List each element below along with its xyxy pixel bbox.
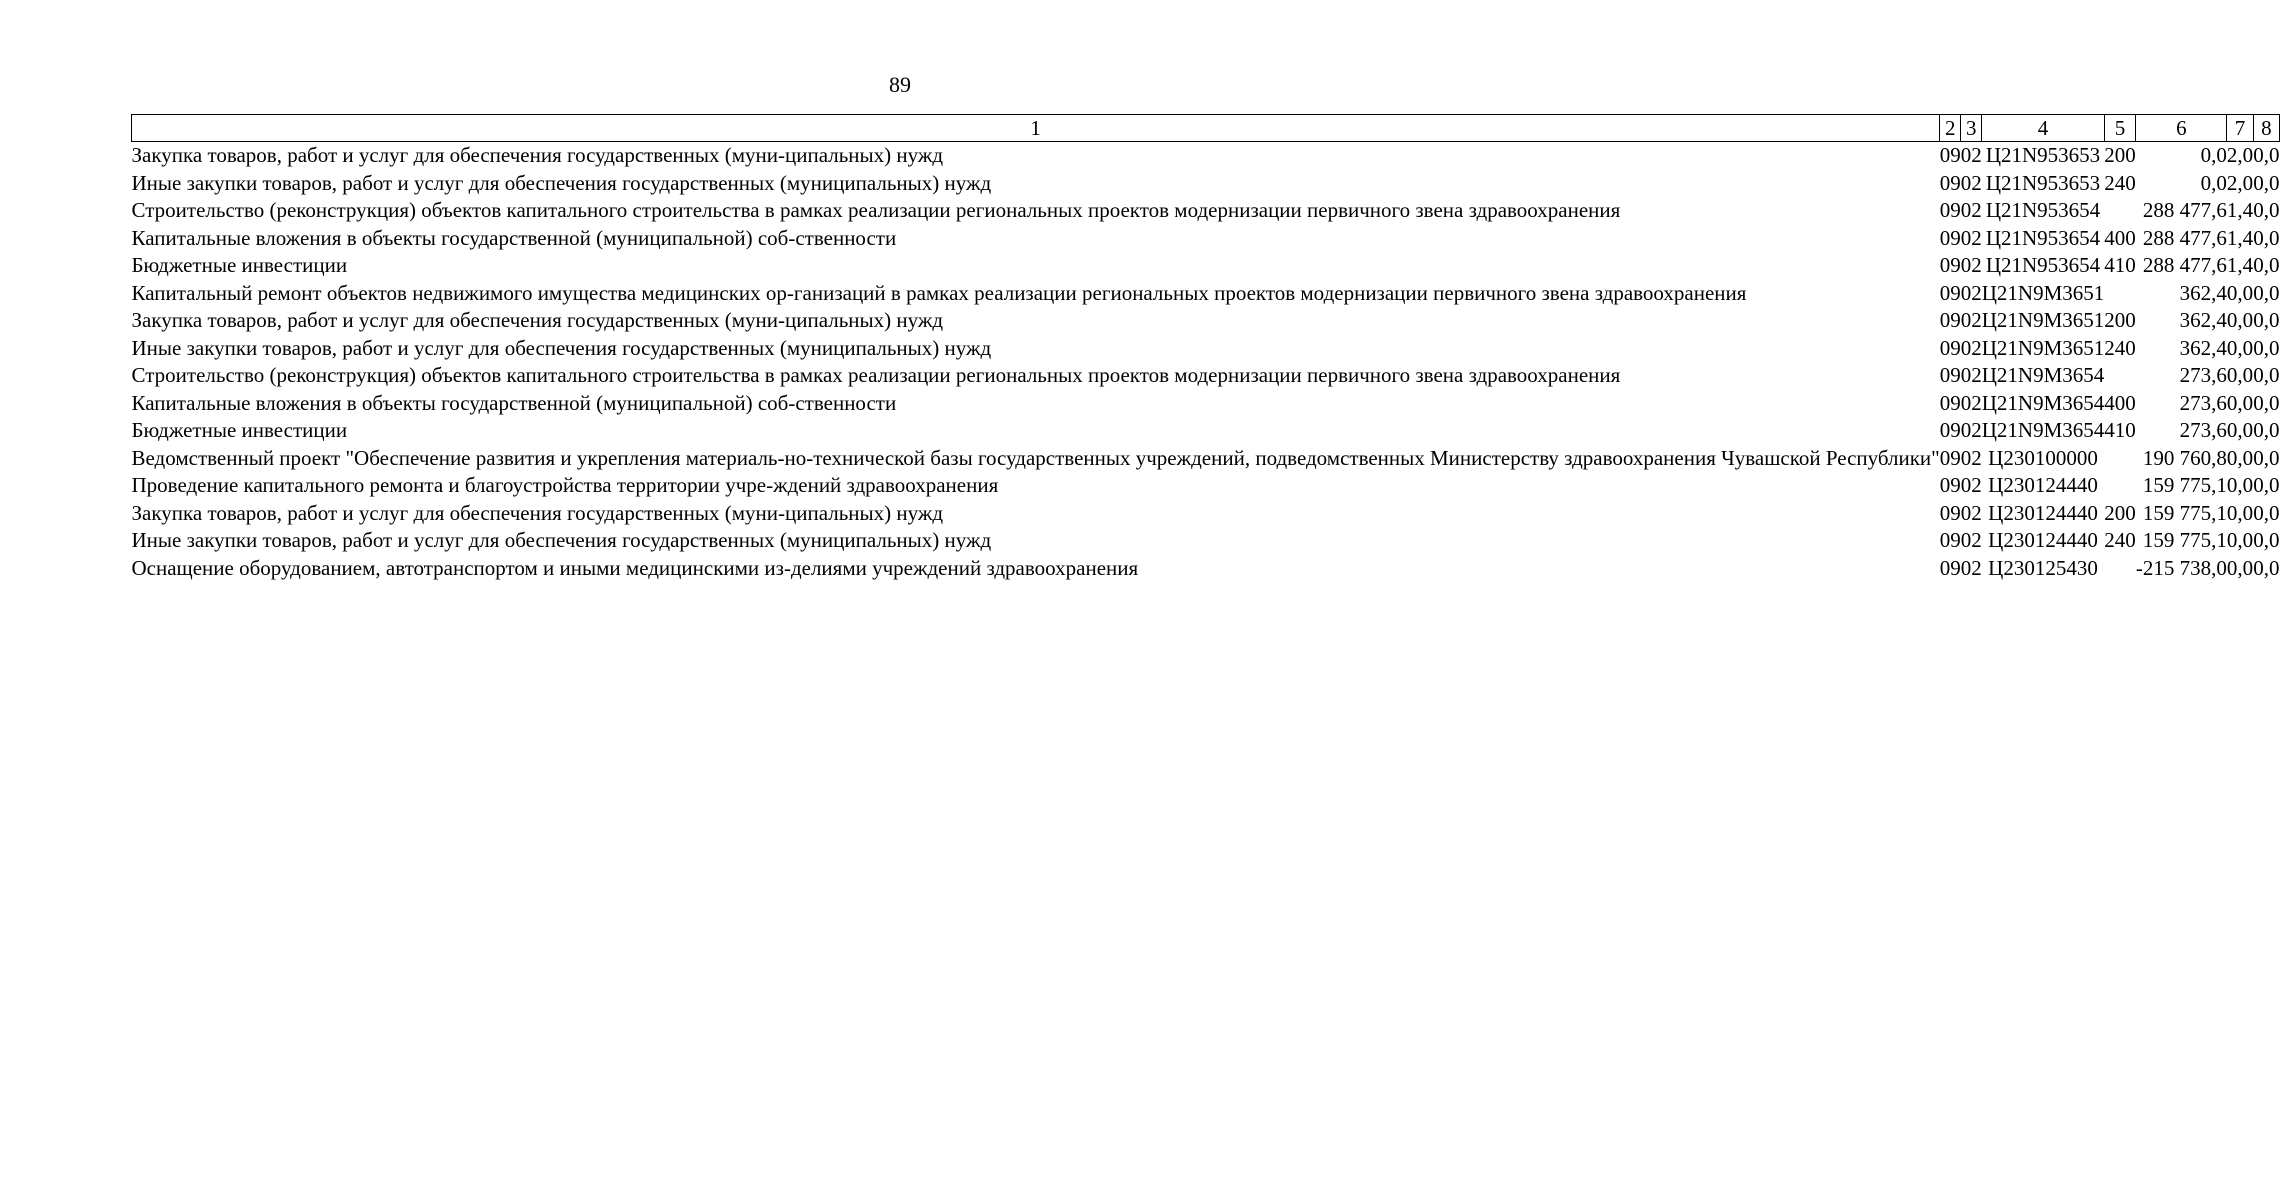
amount-col-8: 0,0 <box>2253 445 2280 470</box>
section-code: 09 <box>1939 170 1961 195</box>
amount-col-8: 0,0 <box>2253 253 2280 277</box>
amount-col-7: 1,4 <box>2226 225 2254 250</box>
table-row <box>132 170 2280 198</box>
row-name: Капитальные вложения в объекты государственной (муниципальной) соб-ственности <box>131 225 897 250</box>
amount-col-7: 1,4 <box>2226 198 2254 222</box>
section-code: 09 <box>1939 500 1961 525</box>
target-article-code: Ц230125430 <box>1988 555 2098 580</box>
expense-type-code: 410 <box>2104 418 2136 442</box>
column-header-5: 5 <box>2104 115 2136 142</box>
subsection-code: 02 <box>1960 390 1982 415</box>
table-row <box>132 362 2280 390</box>
section-code: 09 <box>1939 280 1961 305</box>
target-article-code: Ц21N9M3651 <box>1981 335 2105 360</box>
subsection-code: 02 <box>1960 445 1982 470</box>
section-code: 09 <box>1939 143 1961 167</box>
amount-col-6: 362,4 <box>2179 308 2227 332</box>
target-article-code: Ц21N9M3651 <box>1981 280 2105 305</box>
column-header-4: 4 <box>1982 115 2105 142</box>
section-code: 09 <box>1939 198 1961 222</box>
amount-col-8: 0,0 <box>2253 225 2280 250</box>
row-name: Ведомственный проект "Обеспечение развития и укрепления материаль-но-технической базы государственных учреждений, подведомственных Министерству здравоохранения Чувашской Республики" <box>131 445 1940 470</box>
table-row <box>132 445 2280 473</box>
table-row <box>132 500 2280 528</box>
column-header-3: 3 <box>1961 115 1982 142</box>
target-article-code: Ц230100000 <box>1988 445 2098 470</box>
subsection-code: 02 <box>1960 170 1982 195</box>
section-code: 09 <box>1939 555 1961 580</box>
page-number: 89 <box>889 72 911 97</box>
subsection-code: 02 <box>1960 198 1982 222</box>
expense-type-code <box>2104 197 2136 225</box>
table-row <box>132 225 2280 253</box>
target-article-code: Ц230124440 <box>1988 500 2098 525</box>
section-code: 09 <box>1939 528 1961 552</box>
amount-col-7: 1,4 <box>2226 253 2254 277</box>
target-article-code: Ц230124440 <box>1988 473 2098 497</box>
amount-col-8: 0,0 <box>2253 528 2280 552</box>
amount-col-7: 0,0 <box>2226 445 2254 470</box>
amount-col-6: 362,4 <box>2179 335 2227 360</box>
target-article-code: Ц21N9M3654 <box>1981 418 2105 442</box>
row-name: Строительство (реконструкция) объектов капитального строительства в рамках реализации региональных проектов модернизации первичного звена здравоохранения <box>131 198 1621 222</box>
table-row <box>132 307 2280 335</box>
row-name: Иные закупки товаров, работ и услуг для обеспечения государственных (муниципальных) нужд <box>131 170 992 195</box>
amount-col-8: 0,0 <box>2253 555 2280 580</box>
target-article-code: Ц21N953654 <box>1985 253 2101 277</box>
row-name: Капитальный ремонт объектов недвижимого имущества медицинских ор-ганизаций в рамках реализации региональных проектов модернизации первичного звена здравоохранения <box>131 280 1747 305</box>
subsection-code: 02 <box>1960 500 1982 525</box>
header-row <box>132 115 2280 142</box>
amount-col-6: 273,6 <box>2179 390 2227 415</box>
amount-col-8: 0,0 <box>2253 335 2280 360</box>
section-code: 09 <box>1939 363 1961 387</box>
amount-col-8: 0,0 <box>2253 390 2280 415</box>
row-name: Проведение капитального ремонта и благоустройства территории учре-ждений здравоохранения <box>131 473 999 497</box>
subsection-code: 02 <box>1960 528 1982 552</box>
expense-type-code: 400 <box>2104 390 2136 415</box>
column-header-1: 1 <box>132 115 1940 142</box>
expense-type-code: 200 <box>2104 143 2136 167</box>
row-name: Закупка товаров, работ и услуг для обеспечения государственных (муни-ципальных) нужд <box>131 143 944 167</box>
amount-col-7: 2,0 <box>2226 170 2254 195</box>
section-code: 09 <box>1939 473 1961 497</box>
target-article-code: Ц21N953654 <box>1985 225 2101 250</box>
amount-col-8: 0,0 <box>2253 280 2280 305</box>
subsection-code: 02 <box>1960 363 1982 387</box>
amount-col-7: 0,0 <box>2226 418 2254 442</box>
target-article-code: Ц21N9M3654 <box>1981 390 2105 415</box>
amount-col-6: 273,6 <box>2179 363 2227 387</box>
amount-col-6: 0,0 <box>2200 170 2227 195</box>
column-header-8: 8 <box>2253 115 2279 142</box>
row-name: Капитальные вложения в объекты государственной (муниципальной) соб-ственности <box>131 390 897 415</box>
amount-col-8: 0,0 <box>2253 170 2280 195</box>
section-code: 09 <box>1939 418 1961 442</box>
row-name: Иные закупки товаров, работ и услуг для обеспечения государственных (муниципальных) нужд <box>131 335 992 360</box>
section-code: 09 <box>1939 225 1961 250</box>
amount-col-6: 273,6 <box>2179 418 2227 442</box>
target-article-code: Ц21N9M3651 <box>1981 308 2105 332</box>
table-row <box>132 417 2280 445</box>
amount-col-7: 0,0 <box>2226 335 2254 360</box>
amount-col-6: 159 775,1 <box>2142 500 2227 525</box>
section-code: 09 <box>1939 445 1961 470</box>
row-name: Иные закупки товаров, работ и услуг для обеспечения государственных (муниципальных) нужд <box>131 528 992 552</box>
amount-col-8: 0,0 <box>2253 308 2280 332</box>
amount-col-7: 0,0 <box>2226 280 2254 305</box>
expense-type-code: 200 <box>2104 500 2136 525</box>
table-row <box>132 197 2280 225</box>
amount-col-6: 0,0 <box>2200 143 2227 167</box>
amount-col-8: 0,0 <box>2253 143 2280 167</box>
target-article-code: Ц21N9M3654 <box>1981 363 2105 387</box>
subsection-code: 02 <box>1960 143 1982 167</box>
expense-type-code: 240 <box>2104 170 2136 195</box>
row-name: Оснащение оборудованием, автотранспортом и иными медицинскими из-делиями учреждений здравоохранения <box>131 555 1139 580</box>
budget-table <box>131 114 2280 582</box>
amount-col-8: 0,0 <box>2253 198 2280 222</box>
target-article-code: Ц230124440 <box>1988 528 2098 552</box>
table-row <box>132 142 2280 170</box>
target-article-code: Ц21N953654 <box>1985 198 2101 222</box>
target-article-code: Ц21N953653 <box>1985 170 2101 195</box>
table-row <box>132 390 2280 418</box>
target-article-code: Ц21N953653 <box>1985 143 2101 167</box>
subsection-code: 02 <box>1960 555 1982 580</box>
table-row <box>132 252 2280 280</box>
amount-col-6: 288 477,6 <box>2142 253 2227 277</box>
amount-col-6: 288 477,6 <box>2142 198 2227 222</box>
amount-col-7: 0,0 <box>2226 555 2254 580</box>
section-code: 09 <box>1939 390 1961 415</box>
row-name: Строительство (реконструкция) объектов капитального строительства в рамках реализации региональных проектов модернизации первичного звена здравоохранения <box>131 363 1621 387</box>
subsection-code: 02 <box>1960 253 1982 277</box>
expense-type-code: 410 <box>2104 253 2136 277</box>
amount-col-7: 0,0 <box>2226 528 2254 552</box>
expense-type-code <box>2104 555 2136 583</box>
column-header-2: 2 <box>1940 115 1961 142</box>
expense-type-code: 200 <box>2104 308 2136 332</box>
expense-type-code: 400 <box>2104 225 2136 250</box>
table-body <box>132 142 2280 583</box>
amount-col-7: 0,0 <box>2226 363 2254 387</box>
amount-col-8: 0,0 <box>2253 363 2280 387</box>
expense-type-code <box>2104 472 2136 500</box>
table-row <box>132 335 2280 363</box>
row-name: Закупка товаров, работ и услуг для обеспечения государственных (муни-ципальных) нужд <box>131 500 944 525</box>
expense-type-code: 240 <box>2104 335 2136 360</box>
amount-col-6: 288 477,6 <box>2142 225 2227 250</box>
subsection-code: 02 <box>1960 335 1982 360</box>
row-name: Бюджетные инвестиции <box>131 418 348 442</box>
subsection-code: 02 <box>1960 418 1982 442</box>
amount-col-6: 362,4 <box>2179 280 2227 305</box>
amount-col-7: 0,0 <box>2226 500 2254 525</box>
subsection-code: 02 <box>1960 308 1982 332</box>
amount-col-8: 0,0 <box>2253 473 2280 497</box>
section-code: 09 <box>1939 308 1961 332</box>
row-name: Закупка товаров, работ и услуг для обеспечения государственных (муни-ципальных) нужд <box>131 308 944 332</box>
amount-col-7: 0,0 <box>2226 308 2254 332</box>
column-header-7: 7 <box>2227 115 2253 142</box>
amount-col-6: 159 775,1 <box>2142 528 2227 552</box>
expense-type-code <box>2104 445 2136 473</box>
row-name: Бюджетные инвестиции <box>131 253 348 277</box>
amount-col-7: 2,0 <box>2226 143 2254 167</box>
section-code: 09 <box>1939 253 1961 277</box>
amount-col-6: -215 738,0 <box>2135 555 2227 580</box>
column-header-6: 6 <box>2136 115 2227 142</box>
amount-col-7: 0,0 <box>2226 473 2254 497</box>
amount-col-6: 190 760,8 <box>2142 445 2227 470</box>
section-code: 09 <box>1939 335 1961 360</box>
expense-type-code <box>2104 362 2136 390</box>
subsection-code: 02 <box>1960 280 1982 305</box>
table-row <box>132 280 2280 308</box>
expense-type-code <box>2104 280 2136 308</box>
expense-type-code: 240 <box>2104 528 2136 552</box>
table-header <box>132 115 2280 142</box>
table-row <box>132 472 2280 500</box>
amount-col-7: 0,0 <box>2226 390 2254 415</box>
amount-col-8: 0,0 <box>2253 418 2280 442</box>
subsection-code: 02 <box>1960 225 1982 250</box>
subsection-code: 02 <box>1960 473 1982 497</box>
amount-col-6: 159 775,1 <box>2142 473 2227 497</box>
amount-col-8: 0,0 <box>2253 500 2280 525</box>
table-row <box>132 527 2280 555</box>
table-row <box>132 555 2280 583</box>
